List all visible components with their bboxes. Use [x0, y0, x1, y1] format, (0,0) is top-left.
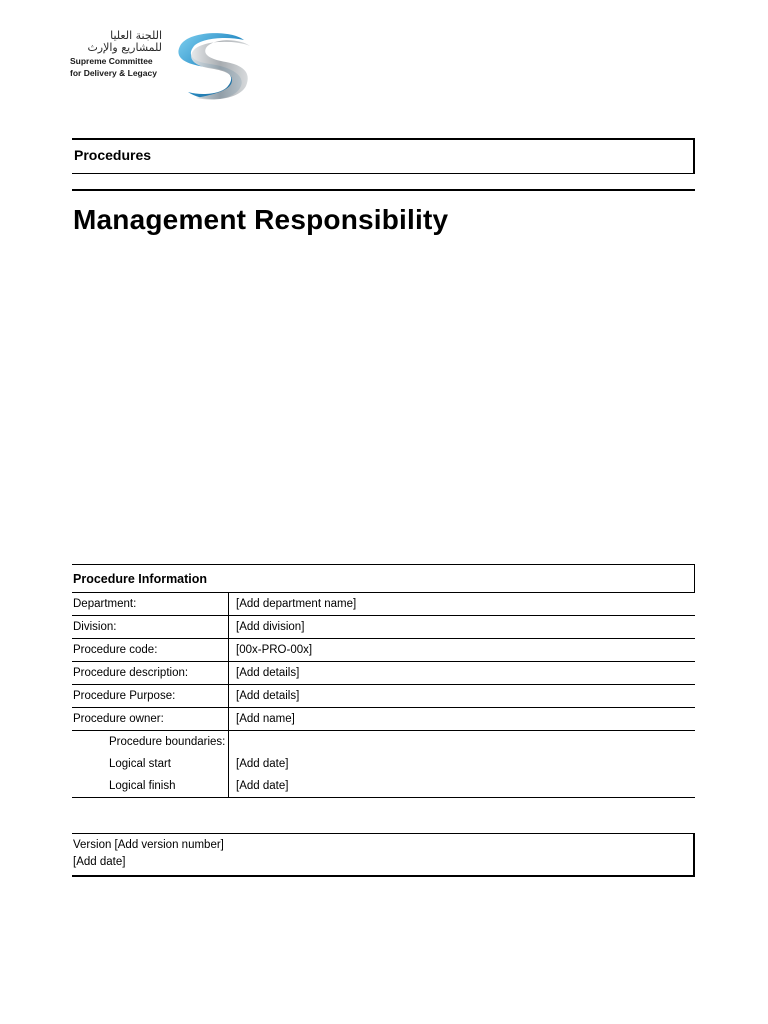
- table-row: [72, 708, 695, 731]
- logo-wordmark: [70, 30, 170, 78]
- page-title: Management Responsibility: [73, 204, 449, 235]
- logo-arabic-line2: للمشاريع والإرث: [87, 41, 162, 54]
- field-label: Procedure boundaries:: [72, 731, 229, 754]
- field-label: Procedure code:: [72, 639, 229, 662]
- table-row: [72, 639, 695, 662]
- logo-english-line1: Supreme Committee: [70, 56, 153, 66]
- table-heading-row: [72, 565, 695, 593]
- boundary-label: Logical finish: [72, 775, 229, 798]
- version-box: [72, 833, 695, 877]
- field-value: [00x-PRO-00x]: [229, 639, 695, 662]
- logo-emblem-icon: [166, 32, 256, 104]
- logo-english-line2: for Delivery & Legacy: [70, 68, 157, 78]
- table-row: [72, 616, 695, 639]
- field-label: Procedure description:: [72, 662, 229, 685]
- field-label: Department:: [72, 593, 229, 616]
- version-date: [Add date]: [73, 856, 126, 868]
- field-value: [Add department name]: [229, 593, 695, 616]
- table-row: [72, 662, 695, 685]
- field-value: [Add division]: [229, 616, 695, 639]
- field-label: Division:: [72, 616, 229, 639]
- field-value: [Add name]: [229, 708, 695, 731]
- field-value: [Add details]: [229, 685, 695, 708]
- table-row: [72, 731, 695, 754]
- procedures-header: [72, 138, 695, 174]
- field-label: Procedure Purpose:: [72, 685, 229, 708]
- version-number: Version [Add version number]: [73, 839, 224, 851]
- field-label: Procedure owner:: [72, 708, 229, 731]
- field-value: [Add details]: [229, 662, 695, 685]
- boundary-value: [Add date]: [229, 775, 695, 798]
- organization-logo: [70, 30, 260, 106]
- procedure-information-heading: Procedure Information: [72, 565, 695, 593]
- boundary-label: Logical start: [72, 753, 229, 775]
- procedure-information-table: [72, 564, 695, 798]
- procedures-label: Procedures: [74, 147, 152, 163]
- field-value: [229, 731, 695, 754]
- boundary-value: [Add date]: [236, 758, 289, 770]
- table-row: [72, 593, 695, 616]
- table-row: [72, 685, 695, 708]
- logo-arabic-line1: اللجنة العليا: [110, 29, 162, 42]
- title-divider: [72, 189, 695, 191]
- boundary-row: [72, 753, 695, 775]
- boundary-row: [72, 775, 695, 798]
